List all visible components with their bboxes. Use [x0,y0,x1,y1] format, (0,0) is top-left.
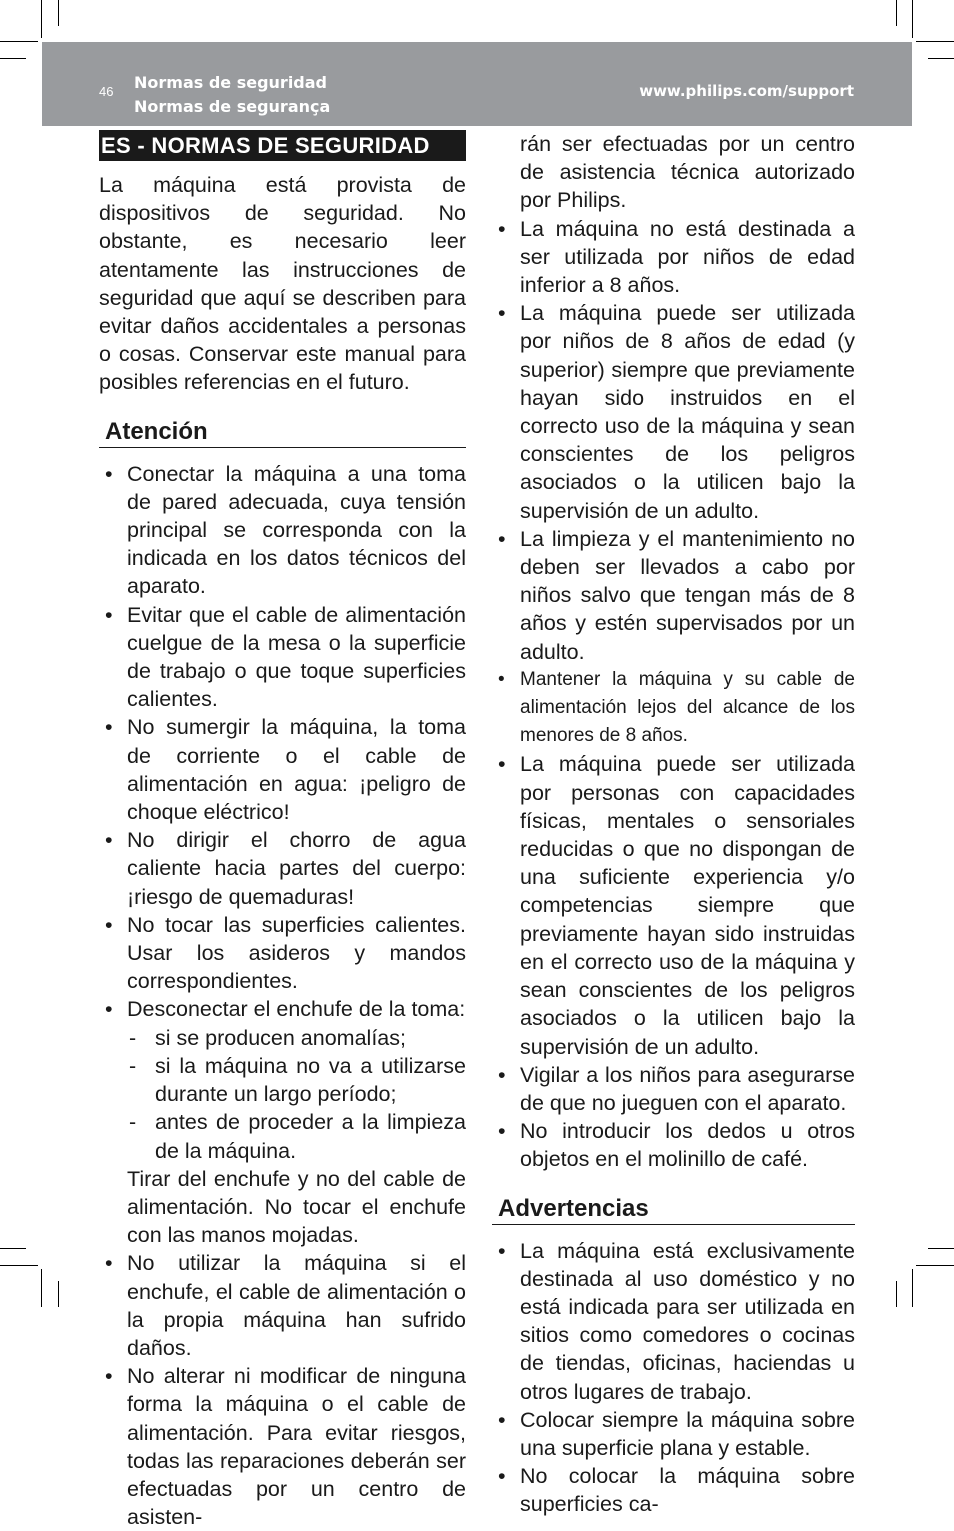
list-item: • La máquina está exclusivamente destinada al uso doméstico y no está indicada para ser utilizada en sitios como comedores o cocinas de tiendas, oficinas, haciendas u otros lugares de trabajo. [492,1237,855,1406]
sub-list-item: - antes de proceder a la limpieza de la máquina. [99,1108,466,1164]
crop-mark [916,41,954,42]
crop-mark [912,0,913,38]
crop-mark [41,1269,42,1307]
crop-mark [0,41,38,42]
warnings-list [492,1237,855,1519]
support-url: www.philips.com/support [639,82,854,100]
crop-mark [58,0,59,26]
children-safety-list [492,215,855,1174]
list-item: • No colocar la máquina sobre superficies ca- [492,1462,855,1518]
crop-mark [896,1281,897,1307]
left-column [99,130,466,1531]
section-heading-warnings: Advertencias [492,1194,855,1225]
crop-mark [928,1248,954,1249]
list-item: • Conectar la máquina a una toma de pared adecuada, cuya tensión principal se corresponda con la indicada en los datos técnicos del aparato. [99,460,466,601]
sub-list-item: - si la máquina no va a utilizarse durante un largo período; [99,1052,466,1108]
sub-list-item: - si se producen anomalías; [99,1024,466,1052]
crop-mark [916,1265,954,1266]
header-title [134,71,330,119]
crop-mark [0,58,26,59]
list-item: • Colocar siempre la máquina sobre una superficie plana y estable. [492,1406,855,1462]
attention-list-continued [99,1249,466,1531]
header-title-pt: Normas de segurança [134,97,331,116]
page-number: 46 [99,84,114,99]
section-heading-attention: Atención [99,417,466,448]
header-title-es: Normas de seguridad [134,73,328,92]
right-column [492,130,855,1519]
intro-paragraph: La máquina está provista de dispositivos de seguridad. No obstante, es necesario leer atentamente las instrucciones de seguridad que aquí se describen para evitar daños accidentales a personas o cosas. Conservar este manual para posibles referencias en el futuro. [99,173,466,395]
crop-mark [0,1248,26,1249]
list-item: • La máquina no está destinada a ser utilizada por niños de edad inferior a 8 años. [492,215,855,300]
attention-list [99,460,466,1165]
list-item: • La máquina puede ser utilizada por niños de 8 años de edad (y superior) siempre que previamente hayan sido instruidos en el correcto uso de la máquina y sean conscientes de los peligros asociados o la utilicen bajo la supervisión de un adulto. [492,299,855,525]
list-item: • No dirigir el chorro de agua caliente hacia partes del cuerpo: ¡riesgo de quemaduras! [99,826,466,911]
list-item: • La limpieza y el mantenimiento no deben ser llevados a cabo por niños salvo que tengan más de 8 años y estén supervisados por un adulto. [492,525,855,666]
list-item: • No tocar las superficies calientes. Usar los asideros y mandos correspondientes. [99,911,466,996]
crop-mark [58,1281,59,1307]
list-item: • Mantener la máquina y su cable de alimentación lejos del alcance de los menores de 8 años. [492,666,855,751]
crop-mark [41,0,42,38]
page-title: ES - NORMAS DE SEGURIDAD [99,130,466,161]
unplug-note: Tirar del enchufe y no del cable de alimentación. No tocar el enchufe con las manos mojadas. [127,1166,466,1248]
continuation-text: rán ser efectuadas por un centro de asistencia técnica autorizado por Philips. [520,132,855,213]
crop-mark [928,58,954,59]
crop-mark [896,0,897,26]
list-item: • No introducir los dedos u otros objetos en el molinillo de café. [492,1117,855,1173]
crop-mark [912,1269,913,1307]
list-item: • La máquina puede ser utilizada por personas con capacidades físicas, mentales o sensoriales reducidas o que no dispongan de una suficiente experiencia y/o competencias siempre que previamente hayan sido instruidas en el correcto uso de la máquina y sean conscientes de los peligros asociados o la utilicen bajo la supervisión de un adulto. [492,750,855,1060]
list-item: • Vigilar a los niños para asegurarse de que no jueguen con el aparato. [492,1061,855,1117]
list-item: • Desconectar el enchufe de la toma: [99,995,466,1023]
list-item: • No sumergir la máquina, la toma de corriente o el cable de alimentación en agua: ¡peligro de choque eléctrico! [99,713,466,826]
list-item: • No alterar ni modificar de ninguna forma la máquina o el cable de alimentación. Para evitar riesgos, todas las reparaciones deberán ser efectuadas por un centro de asisten- [99,1362,466,1531]
crop-mark [0,1265,38,1266]
list-item: • Evitar que el cable de alimentación cuelgue de la mesa o la superficie de trabajo o que toque superficies calientes. [99,601,466,714]
list-item: • No utilizar la máquina si el enchufe, el cable de alimentación o la propia máquina han sufrido daños. [99,1249,466,1362]
